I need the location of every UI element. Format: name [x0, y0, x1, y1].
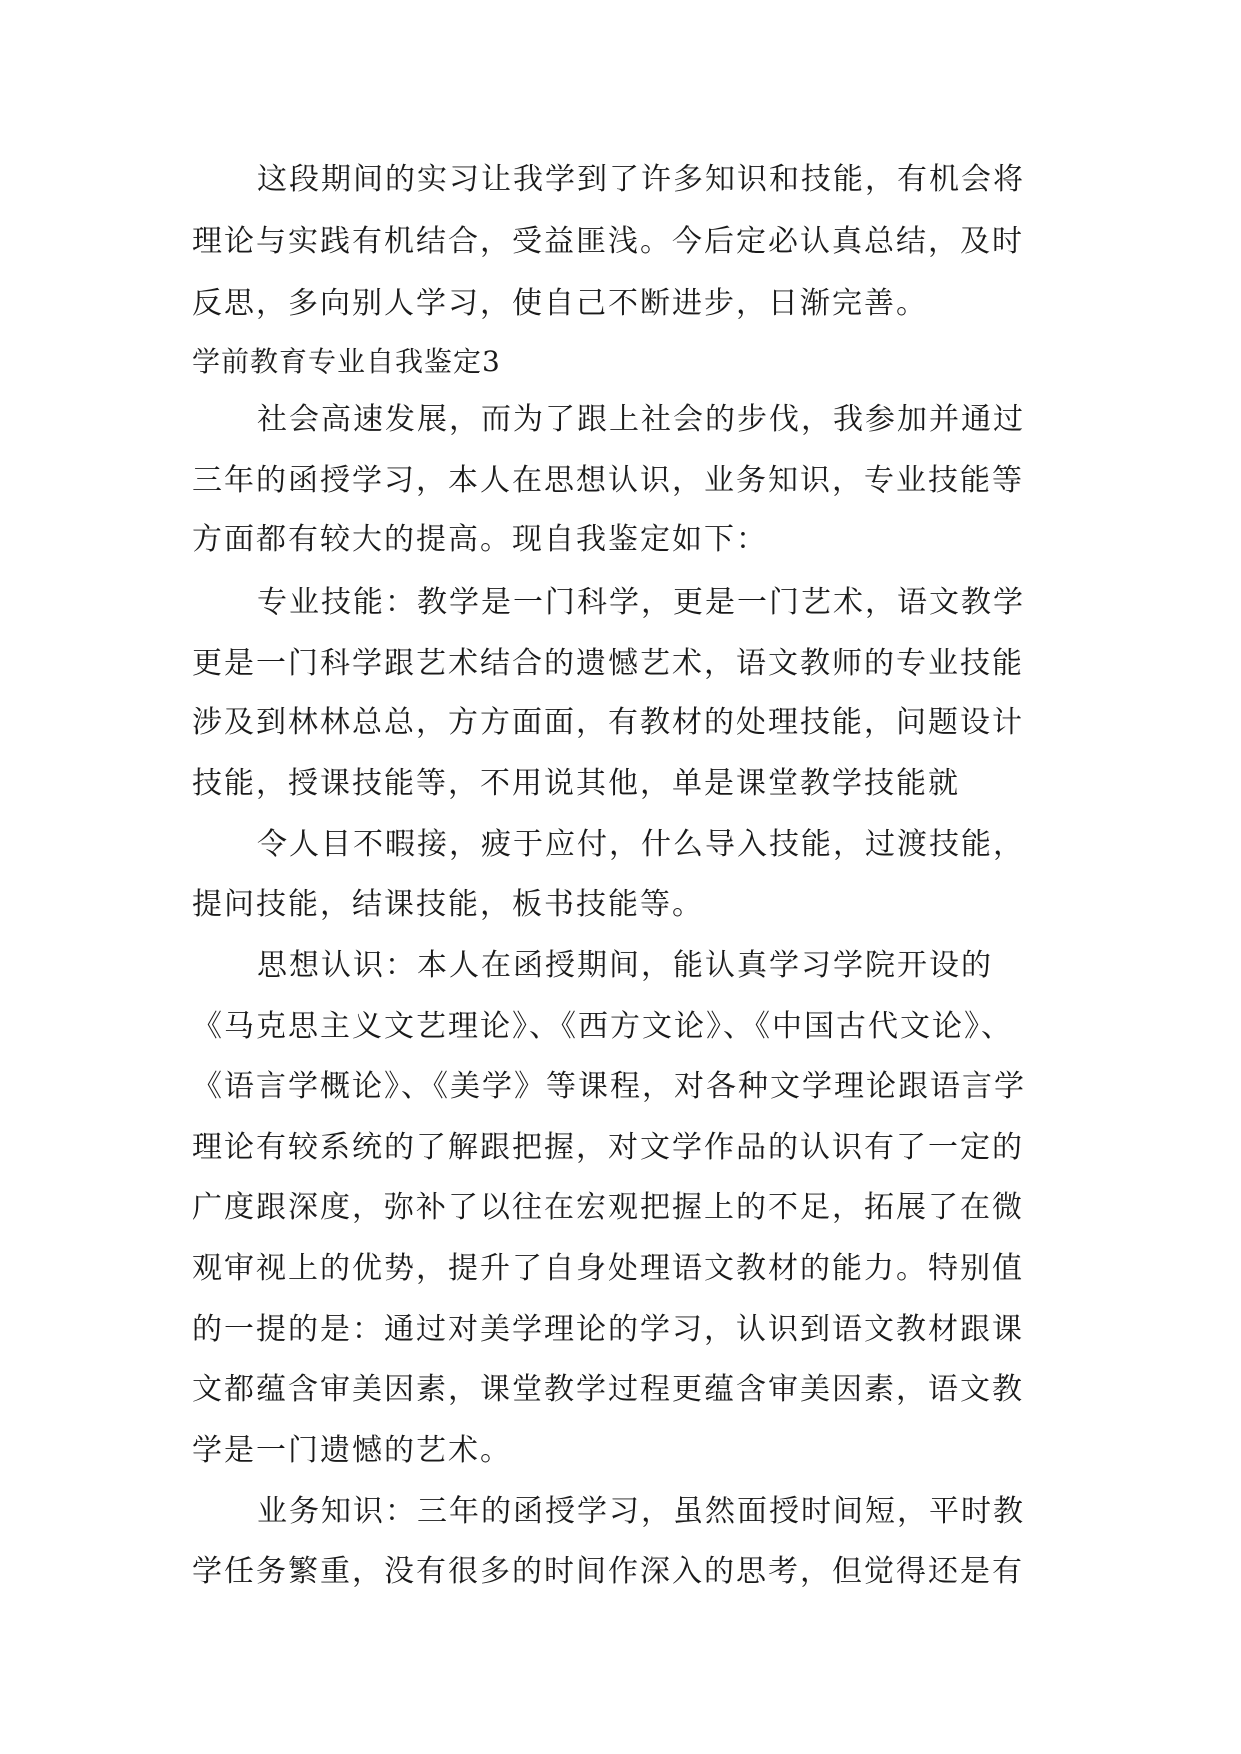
text-line: 《马克思主义文艺理论》、《西方文论》、《中国古代文论》、	[192, 1009, 1013, 1044]
text-line: 《语言学概论》、《美学》等课程，对各种文学理论跟语言学	[192, 1069, 1026, 1104]
text-line: 方面都有较大的提高。现自我鉴定如下：	[192, 522, 768, 557]
text-line: 思想认识：本人在函授期间，能认真学习学院开设的	[257, 948, 993, 983]
text-line: 广度跟深度，弥补了以往在宏观把握上的不足，拓展了在微	[192, 1190, 1024, 1225]
text-line: 的一提的是：通过对美学理论的学习，认识到语文教材跟课	[192, 1312, 1024, 1347]
text-line: 业务知识：三年的函授学习，虽然面授时间短，平时教	[257, 1494, 1025, 1529]
text-line: 涉及到林林总总，方方面面，有教材的处理技能，问题设计	[192, 705, 1024, 740]
text-line: 学是一门遗憾的艺术。	[192, 1433, 512, 1468]
text-line: 专业技能：教学是一门科学，更是一门艺术，语文教学	[257, 585, 1025, 620]
text-line: 更是一门科学跟艺术结合的遗憾艺术，语文教师的专业技能	[192, 646, 1024, 681]
text-line: 三年的函授学习，本人在思想认识，业务知识，专业技能等	[192, 463, 1024, 498]
text-line: 学任务繁重，没有很多的时间作深入的思考，但觉得还是有	[192, 1554, 1024, 1589]
text-line: 提问技能，结课技能，板书技能等。	[192, 887, 704, 922]
text-line: 反思，多向别人学习，使自己不断进步，日渐完善。	[192, 286, 928, 321]
text-line: 观审视上的优势，提升了自身处理语文教材的能力。特别值	[192, 1251, 1024, 1286]
text-line: 技能，授课技能等，不用说其他，单是课堂教学技能就	[192, 766, 960, 801]
section-heading: 学前教育专业自我鉴定3	[192, 345, 501, 378]
text-line: 文都蕴含审美因素，课堂教学过程更蕴含审美因素，语文教	[192, 1372, 1024, 1407]
text-line: 这段期间的实习让我学到了许多知识和技能，有机会将	[257, 162, 1025, 197]
text-line: 令人目不暇接，疲于应付，什么导入技能，过渡技能，	[257, 827, 1025, 862]
text-line: 社会高速发展，而为了跟上社会的步伐，我参加并通过	[257, 402, 1025, 437]
text-line: 理论与实践有机结合，受益匪浅。今后定必认真总结，及时	[192, 224, 1024, 259]
text-line: 理论有较系统的了解跟把握，对文学作品的认识有了一定的	[192, 1130, 1024, 1165]
